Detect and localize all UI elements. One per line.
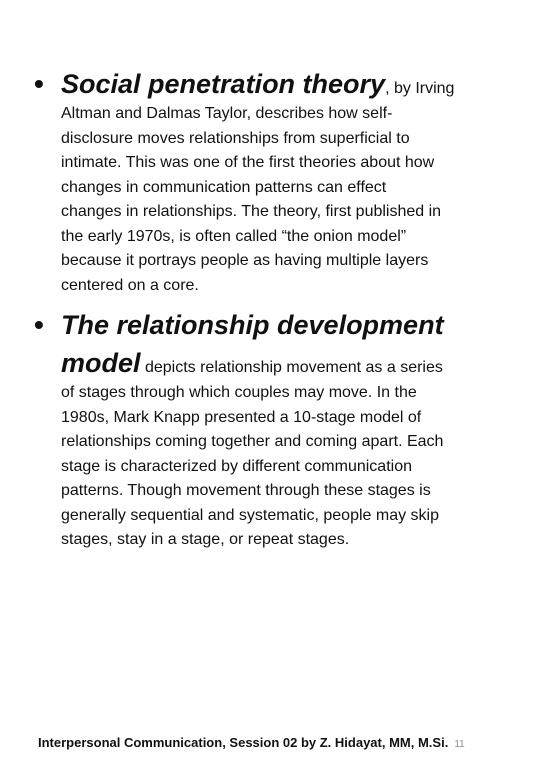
body-line: relationships coming together and coming apart. Each xyxy=(61,433,444,450)
body-line: 1980s, Mark Knapp presented a 10-stage model of xyxy=(61,408,422,426)
bullet-text xyxy=(61,62,514,298)
bullet-social-penetration xyxy=(34,62,514,298)
body-line: generally sequential and systematic, people may skip xyxy=(61,506,439,524)
bullet-text xyxy=(61,303,514,553)
body-line: centered on a core. xyxy=(61,276,199,294)
body-line: Altman and Dalmas Taylor, describes how self- xyxy=(61,105,393,122)
bullet-lead-text: depicts relationship movement as a series xyxy=(140,359,443,376)
body-line: stages, stay in a stage, or repeat stages. xyxy=(61,531,350,548)
body-line: of stages through which couples may move. In the xyxy=(61,384,417,401)
bullet-marker: • xyxy=(34,309,44,340)
slide-footer xyxy=(38,734,518,752)
body-line: intimate. This was one of the first theories about how xyxy=(61,154,435,171)
term-relationship-development-line1: The relationship development xyxy=(61,310,444,340)
footer-text: Interpersonal Communication, Session 02 by Z. Hidayat, MM, M.Si. xyxy=(38,735,449,750)
body-line: changes in relationships. The theory, first published in xyxy=(61,203,442,220)
body-line: patterns. Though movement through these stages is xyxy=(61,482,431,499)
bullet-lead-text: , by Irving xyxy=(385,80,455,97)
body-line: the early 1970s, is often called “the onion model” xyxy=(61,227,407,245)
bullet-heading-continued xyxy=(61,341,514,385)
bullet-marker: • xyxy=(34,68,44,99)
page-number: 11 xyxy=(454,739,465,750)
term-social-penetration-theory: Social penetration theory xyxy=(61,69,386,99)
body-line: because it portrays people as having multiple layers xyxy=(61,252,429,269)
body-line: disclosure moves relationships from superficial to xyxy=(61,129,410,147)
body-line: stage is characterized by different communication xyxy=(61,457,412,475)
bullet-heading xyxy=(61,62,514,106)
term-relationship-development-line2: model xyxy=(61,348,141,378)
bullet-relationship-development xyxy=(34,303,514,553)
body-line: changes in communication patterns can effect xyxy=(61,178,387,196)
